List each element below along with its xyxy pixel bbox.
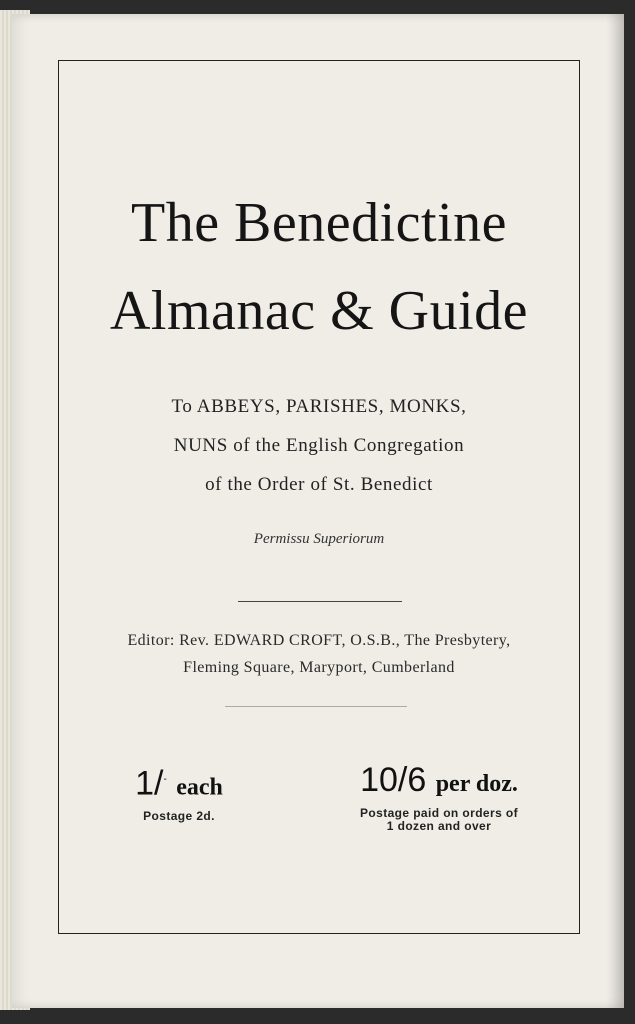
editor-info (59, 627, 579, 681)
page (12, 14, 624, 1008)
price-single-amount: 1/ (135, 764, 164, 803)
subtitle-line-1: To ABBEYS, PARISHES, MONKS, (171, 396, 467, 417)
price-dozen-postage-line-1: Postage paid on orders of (359, 806, 519, 820)
permission-note: Permissu Superiorum (253, 531, 385, 547)
border-frame (58, 60, 580, 934)
subtitle-line-2: NUNS of the English Congregation (173, 435, 465, 456)
price-dozen-headline (329, 761, 549, 803)
price-single-postage (99, 810, 259, 823)
price-single-unit: each (176, 774, 223, 801)
editor-line-2: Fleming Square, Maryport, Cumberland (183, 659, 455, 676)
divider-rule (238, 601, 402, 602)
price-dozen-amount: 10/6 (360, 761, 427, 799)
editor-line-1: Editor: Rev. EDWARD CROFT, O.S.B., The Presbytery, (127, 632, 511, 649)
price-single-postage-text: Postage 2d. (143, 809, 215, 824)
price-single-mark: - (163, 774, 167, 785)
price-dozen (329, 761, 549, 833)
price-single-headline (99, 761, 259, 806)
title-line-1: The Benedictine (130, 192, 507, 254)
price-dozen-unit: per doz. (435, 771, 518, 797)
subtitle (59, 387, 579, 504)
title-line-2: Almanac & Guide (109, 280, 529, 342)
price-dozen-postage (329, 807, 549, 833)
subtitle-line-3: of the Order of St. Benedict (205, 474, 433, 495)
price-dozen-postage-line-2: 1 dozen and over (386, 819, 492, 833)
price-single (99, 761, 259, 823)
divider-rule-faint (225, 706, 407, 707)
spine-shadow (606, 14, 624, 1008)
